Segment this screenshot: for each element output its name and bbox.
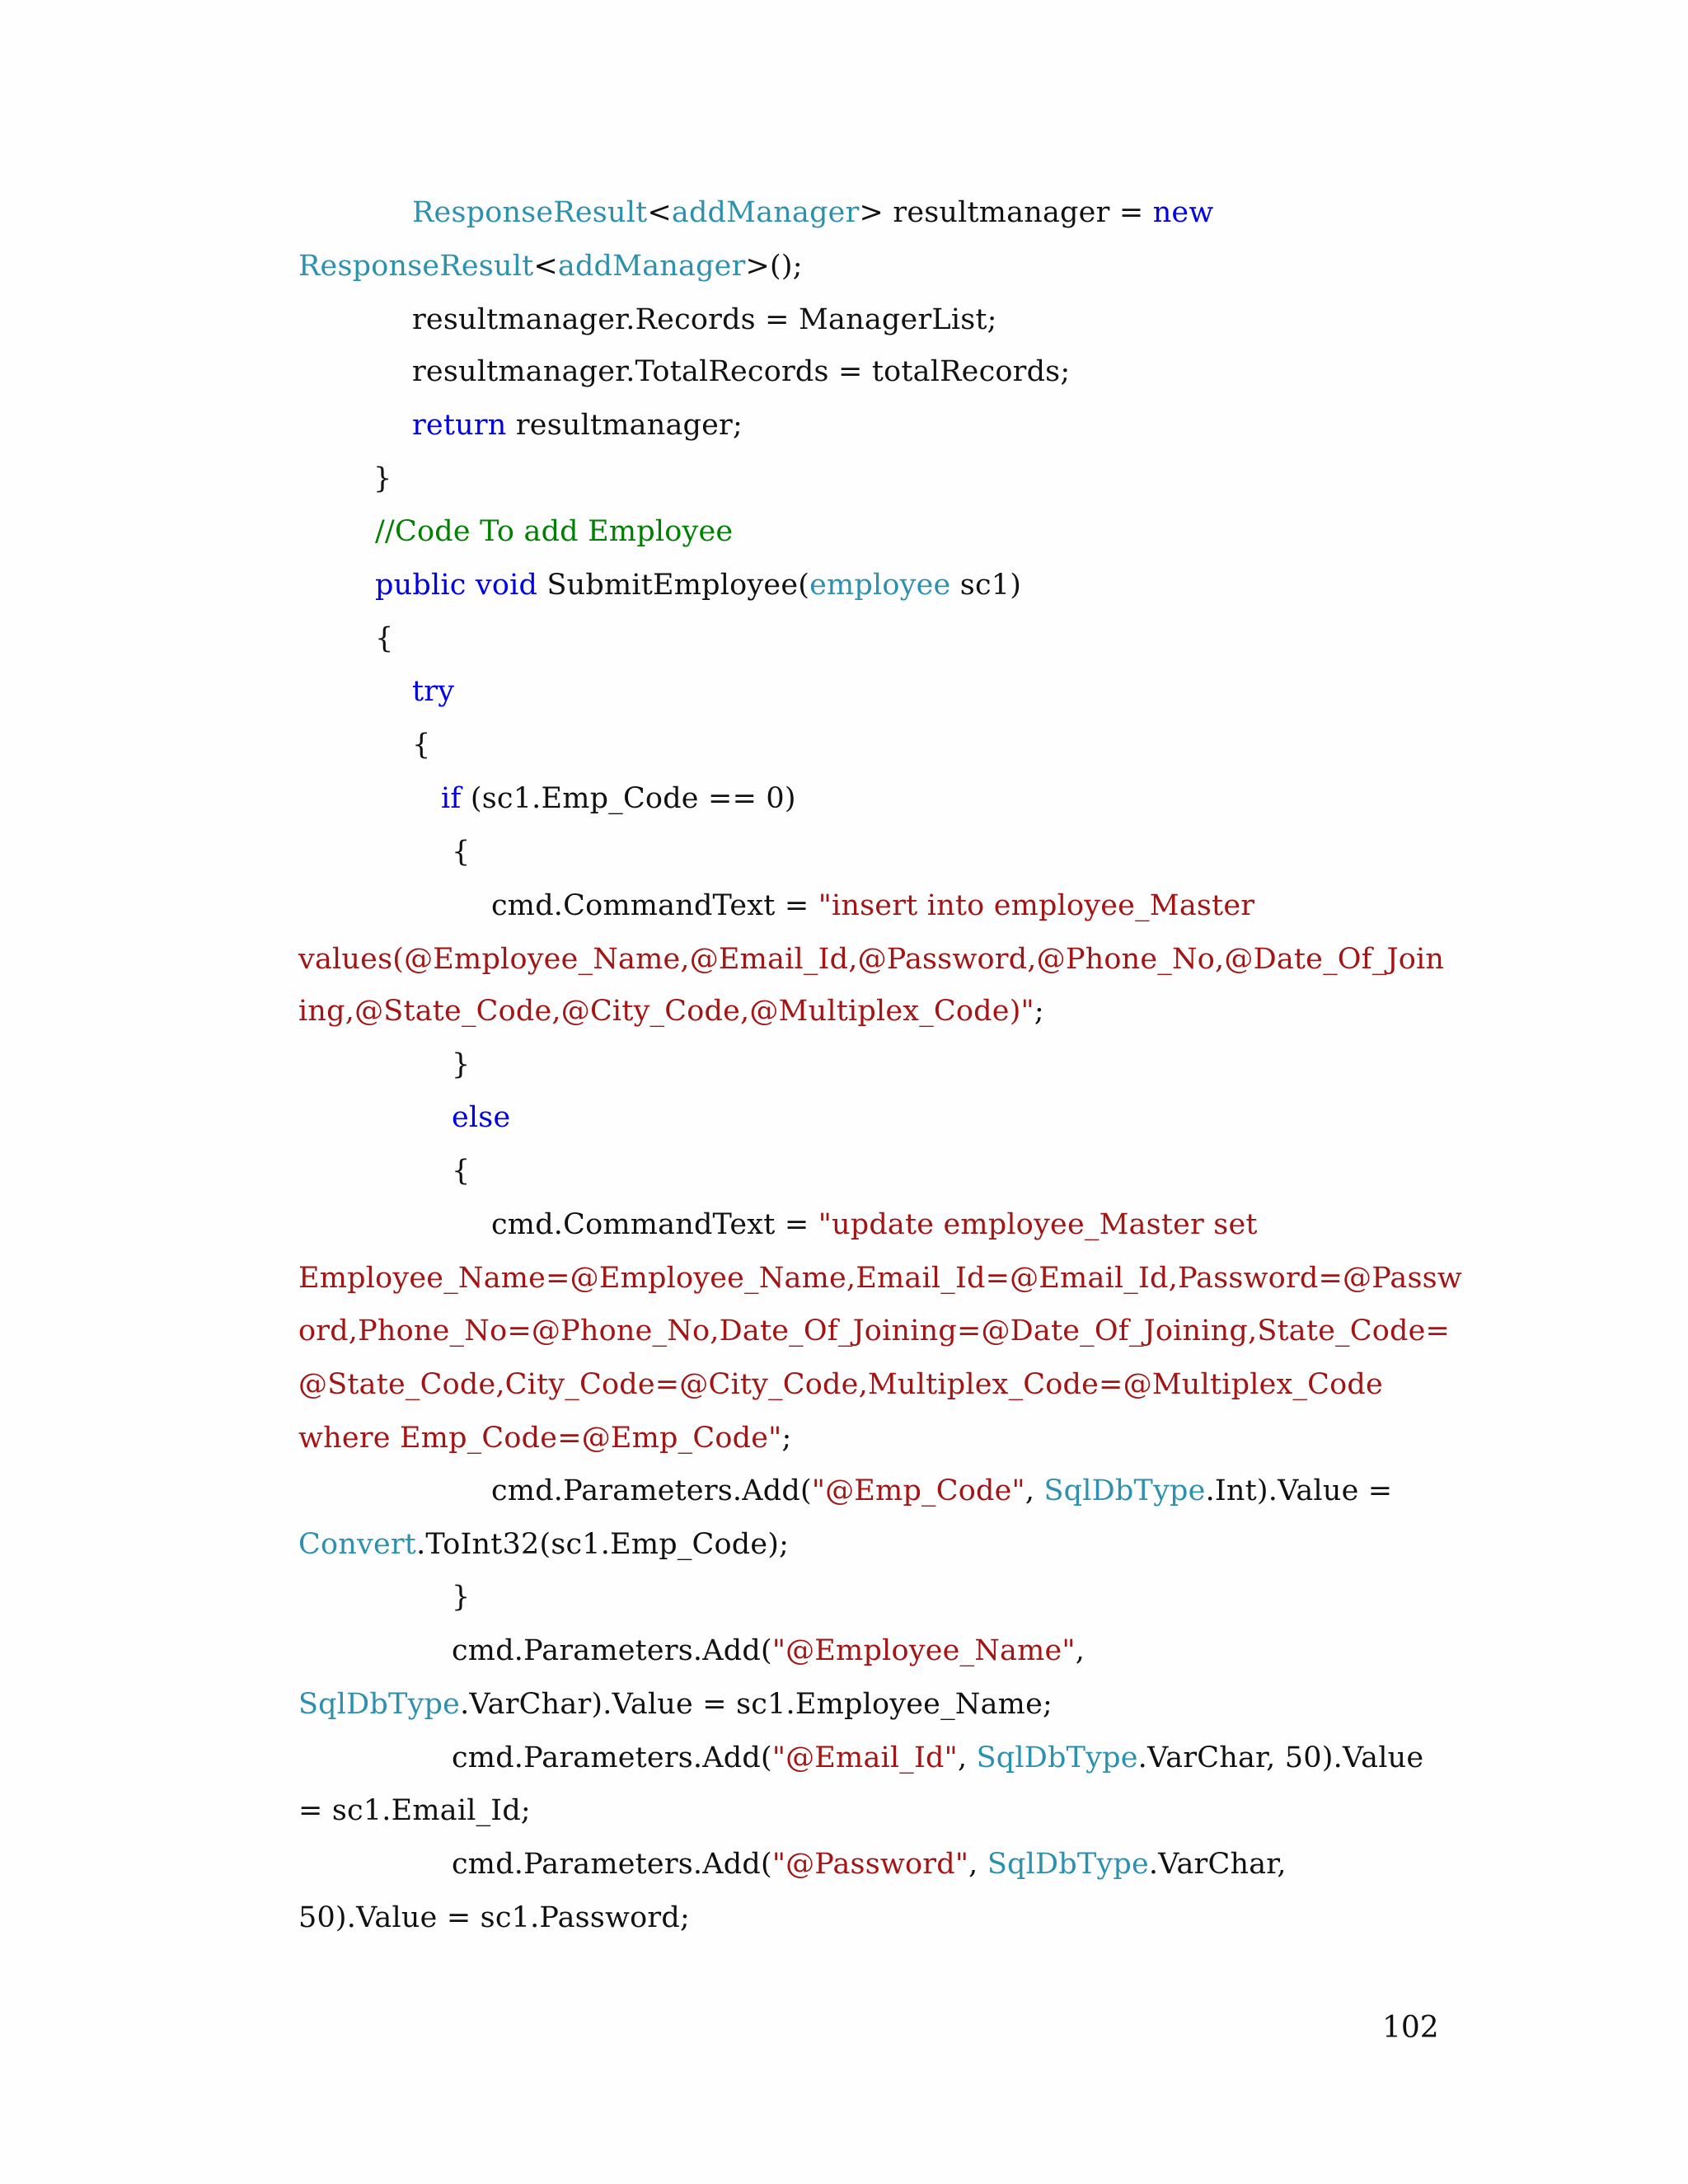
code-token-plain: resultmanager.Records = ManagerList; bbox=[412, 303, 997, 336]
code-token-type: Convert bbox=[298, 1528, 417, 1561]
code-token-plain: { bbox=[412, 729, 431, 762]
code-token-plain: .VarChar).Value = sc1.Employee_Name; bbox=[460, 1688, 1053, 1721]
code-token-type: ResponseResult bbox=[412, 196, 648, 229]
code-line bbox=[298, 1310, 1450, 1352]
code-line bbox=[375, 618, 393, 659]
code-token-string: "@Employee_Name" bbox=[771, 1634, 1076, 1667]
code-token-plain: cmd.Parameters.Add( bbox=[452, 1741, 772, 1774]
code-line bbox=[491, 1204, 1258, 1245]
code-token-plain: cmd.Parameters.Add( bbox=[491, 1474, 812, 1507]
code-token-string: ing,@State_Code,@City_Code,@Multiplex_Code)" bbox=[298, 995, 1034, 1028]
code-token-plain: > resultmanager = bbox=[859, 196, 1153, 229]
code-line bbox=[412, 405, 743, 446]
code-line bbox=[491, 885, 1254, 926]
code-line bbox=[298, 991, 1044, 1032]
code-token-type: SqlDbType bbox=[1043, 1474, 1206, 1507]
code-token-string: "insert into employee_Master bbox=[818, 889, 1255, 922]
code-line bbox=[412, 299, 997, 340]
code-token-plain: .ToInt32(sc1.Emp_Code); bbox=[416, 1528, 790, 1561]
code-token-plain: < bbox=[533, 250, 558, 283]
code-token-string: "update employee_Master set bbox=[818, 1208, 1258, 1241]
code-line bbox=[298, 1364, 1383, 1405]
code-token-plain: ; bbox=[781, 1422, 792, 1455]
code-token-plain: { bbox=[375, 622, 394, 655]
code-token-plain: } bbox=[373, 462, 392, 495]
code-line bbox=[452, 1151, 470, 1192]
code-token-string: values(@Employee_Name,@Email_Id,@Password,@Phone_No,@Date_Of_Join bbox=[298, 943, 1445, 976]
code-line bbox=[412, 724, 430, 766]
code-line bbox=[412, 671, 454, 712]
code-token-plain: } bbox=[452, 1581, 471, 1614]
code-token-plain: cmd.CommandText = bbox=[491, 889, 818, 922]
code-token-keyword: new bbox=[1152, 196, 1214, 229]
code-token-string: "@Password" bbox=[771, 1848, 969, 1881]
code-token-type: ResponseResult bbox=[298, 250, 534, 283]
code-token-plain: resultmanager.TotalRecords = totalRecords; bbox=[412, 355, 1071, 388]
code-token-plain: cmd.Parameters.Add( bbox=[452, 1634, 772, 1667]
code-line bbox=[298, 1897, 690, 1938]
code-token-comment: //Code To add Employee bbox=[375, 515, 734, 548]
code-line bbox=[412, 351, 1070, 392]
code-token-type: SqlDbType bbox=[987, 1848, 1149, 1881]
code-token-plain: 50).Value = sc1.Password; bbox=[298, 1901, 690, 1934]
code-line bbox=[491, 1470, 1392, 1511]
code-line bbox=[375, 565, 1021, 606]
code-token-keyword: else bbox=[452, 1101, 511, 1134]
code-token-plain: < bbox=[647, 196, 672, 229]
code-line bbox=[298, 1684, 1053, 1725]
code-token-keyword: try bbox=[412, 675, 455, 708]
code-token-string: Employee_Name=@Employee_Name,Email_Id=@Email_Id,Password=@Passw bbox=[298, 1262, 1462, 1295]
code-token-plain: .Int).Value = bbox=[1205, 1474, 1393, 1507]
code-line bbox=[452, 1844, 1287, 1885]
code-line bbox=[298, 939, 1444, 980]
code-token-plain: cmd.Parameters.Add( bbox=[452, 1848, 772, 1881]
code-line bbox=[452, 1044, 470, 1085]
code-token-type: addManager bbox=[671, 196, 860, 229]
code-token-string: "@Emp_Code" bbox=[811, 1474, 1025, 1507]
code-token-plain bbox=[467, 569, 476, 602]
code-line bbox=[412, 192, 1214, 233]
code-line bbox=[298, 1524, 789, 1565]
code-token-plain: .VarChar, 50).Value bbox=[1137, 1741, 1424, 1774]
code-line bbox=[298, 1790, 531, 1831]
code-line bbox=[452, 1097, 510, 1138]
code-token-type: SqlDbType bbox=[976, 1741, 1138, 1774]
code-token-type: SqlDbType bbox=[298, 1688, 461, 1721]
code-line bbox=[375, 511, 733, 552]
code-line bbox=[298, 1418, 791, 1459]
code-token-type: employee bbox=[809, 569, 951, 602]
code-token-plain: >(); bbox=[745, 250, 803, 283]
page-number: 102 bbox=[1382, 2011, 1439, 2045]
code-token-plain: , bbox=[1025, 1474, 1044, 1507]
code-token-plain: , bbox=[957, 1741, 977, 1774]
code-token-string: @State_Code,City_Code=@City_Code,Multiplex_Code=@Multiplex_Code bbox=[298, 1368, 1383, 1401]
code-line bbox=[452, 1630, 1085, 1671]
code-token-keyword: void bbox=[475, 569, 538, 602]
code-line bbox=[452, 1577, 470, 1618]
code-token-keyword: public bbox=[375, 569, 467, 602]
code-token-plain: cmd.CommandText = bbox=[491, 1208, 818, 1241]
code-line bbox=[298, 246, 803, 287]
code-token-plain: resultmanager; bbox=[506, 409, 743, 442]
code-token-keyword: return bbox=[412, 409, 507, 442]
code-line bbox=[441, 778, 796, 819]
code-token-string: "@Email_Id" bbox=[771, 1741, 958, 1774]
code-line bbox=[452, 832, 470, 873]
code-token-keyword: if bbox=[441, 782, 462, 815]
code-token-string: ord,Phone_No=@Phone_No,Date_Of_Joining=@Date_Of_Joining,State_Code= bbox=[298, 1315, 1451, 1347]
code-token-type: addManager bbox=[557, 250, 746, 283]
code-token-plain: .VarChar, bbox=[1148, 1848, 1287, 1881]
code-line bbox=[452, 1737, 1423, 1779]
code-line bbox=[373, 458, 392, 499]
code-token-string: where Emp_Code=@Emp_Code" bbox=[298, 1422, 782, 1455]
code-token-plain: = sc1.Email_Id; bbox=[298, 1794, 531, 1827]
code-token-plain: (sc1.Emp_Code == 0) bbox=[461, 782, 796, 815]
code-line bbox=[298, 1258, 1462, 1299]
code-token-plain: , bbox=[968, 1848, 987, 1881]
code-token-plain: , bbox=[1075, 1634, 1085, 1667]
code-token-plain: { bbox=[452, 1155, 471, 1188]
code-token-plain: sc1) bbox=[950, 569, 1022, 602]
code-token-plain: { bbox=[452, 836, 471, 869]
code-token-plain: SubmitEmployee( bbox=[537, 569, 810, 602]
code-token-plain: ; bbox=[1034, 995, 1044, 1028]
code-token-plain: } bbox=[452, 1048, 471, 1081]
